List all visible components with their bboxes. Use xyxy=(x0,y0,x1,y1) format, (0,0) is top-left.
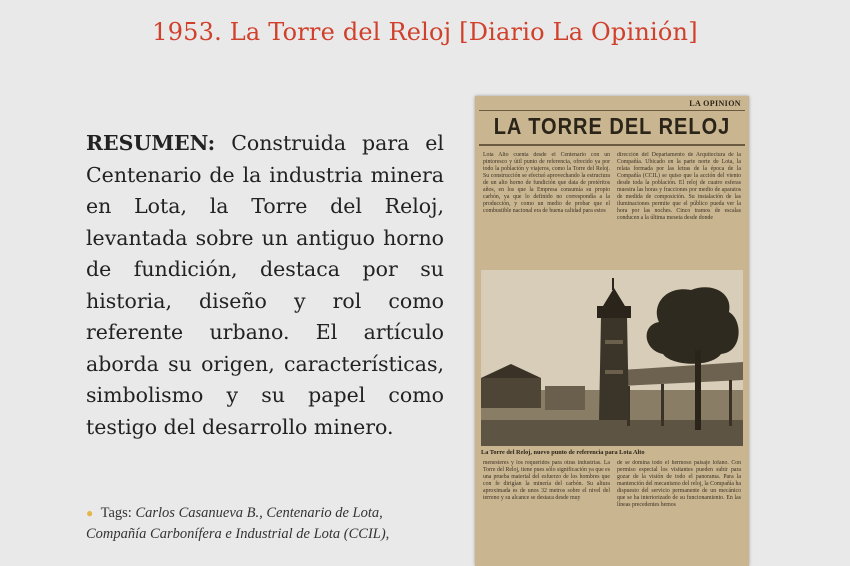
tags-list[interactable]: Carlos Casanueva B., Centenario de Lota, Compañía Carbonífera e Industrial de Lota (CCIL), xyxy=(86,505,390,542)
article-summary xyxy=(86,128,444,443)
newspaper-header: LA OPINION xyxy=(689,99,741,108)
tags-line xyxy=(86,503,446,545)
newspaper-column-4: de se domina todo el hermoso paisaje lofano. Con permiso especial los visitantes pueden subir para gozar de la visión de todo el panorama. Para la mantención del mecanismo del reloj, la Compañía ha dispuesto del servicio permanente de un mecánico que se ha interiorizado de su funcionamiento. En las líneas precedentes hemos xyxy=(617,460,741,508)
tags-label: Tags: xyxy=(100,505,132,521)
newspaper-column-2: dirección del Departamento de Arquitectura de la Compañía. Ubicado en la parte norte de Lota, la relata formada por las letras de la época de la Compañía (CCIL) se quiso que la acción del viento desde toda la población. El reloj de cuatro esferas muestra las horas y fracciones por medio de aparatos de medida de composición. Su instalación de las iluminaciones permite que el público pueda ver la hora por las noches. Cinco tramos de escalas conducen a la última meseta desde donde xyxy=(617,152,741,221)
newspaper-column-1: Lota Alto cuenta desde el Centenario con un pintoresco y útil punto de referencia, ofrecido ya por todo la población y viajeros, como la Torre del Reloj. Su construcción se efectuó aprovechando la estructura de un alto horno de fundición que data de pretéritos años, en los que la Empresa consumía su propio carbón, ya que lo definido no correspondía a la producción, y como un medio de probar que el combustible nacional era de buena calidad para estos xyxy=(483,152,610,214)
page-title: 1953. La Torre del Reloj [Diario La Opinión] xyxy=(152,18,698,46)
summary-text: Construida para el Centenario de la industria minera en Lota, la Torre del Reloj, levantada sobre un antiguo horno de fundición, destaca por su historia, diseño y rol como referente urbano. El artículo aborda su origen, características, simbolismo y su papel como testigo del desarrollo minero. xyxy=(86,131,444,439)
tag-icon: ● xyxy=(86,506,94,520)
divider xyxy=(479,110,745,111)
newspaper-headline: LA TORRE DEL RELOJ xyxy=(493,114,731,140)
summary-label: RESUMEN: xyxy=(86,131,216,155)
clock-tower-photo xyxy=(481,270,743,446)
divider xyxy=(479,144,745,146)
newspaper-column-3: menesteres y los requeridos para otras industrias. La Torre del Reloj, tiene pues sólo significación ya que es una prueba material del esfuerzo de los hombres que con fe dirigían la minería del carbón. Su altura aproximada es de unos 32 metros sobre el nivel del terreno y su alcance se destaca desde muy xyxy=(483,460,610,501)
newspaper-clipping-image xyxy=(475,96,749,566)
photo-caption: La Torre del Reloj, nuevo punto de referencia para Lota Alto xyxy=(481,449,645,456)
